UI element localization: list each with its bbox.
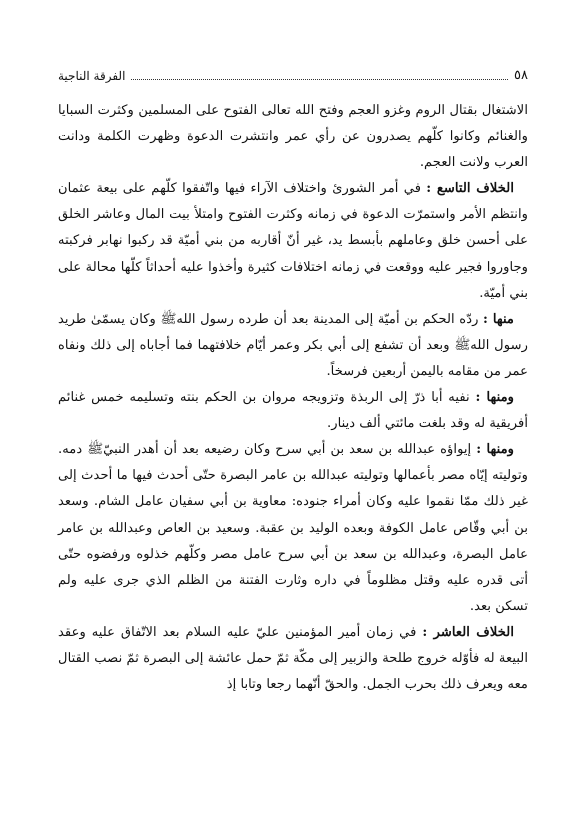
item-heading: منها : — [483, 311, 514, 327]
paragraph-2 — [58, 176, 528, 306]
paragraph-5 — [58, 437, 528, 620]
paragraph-text: في أمر الشورئ واختلاف الآراء فيها واتّفقوا كلّهم على بيعة عثمان وانتظم الأمر واستمرّت الدعوة في زمانه وكثرت الفتوح وامتلأ بيت المال وعاشر الخلق على أحسن خلق وعاملهم بأبسط يد، غير أنّ أقاربه من بني أميّة قد ركبوا نهابر فركبته وجاوروا فجير عليه ووقعت في زمانه اختلافات كثيرة وأخذوا عليه أحداثاً كلّها محالة على بني أميّة. — [58, 181, 528, 301]
paragraph-text: الاشتغال بقتال الروم وغزو العجم وفتح الله تعالى الفتوح على المسلمين وكثرت السبايا والغنائم وكانوا كلّهم يصدرون عن رأي عمر وانتشرت الدعوة وظهرت الكلمة ودانت العرب ولانت العجم. — [58, 103, 528, 171]
page-number: ٥٨ — [514, 68, 528, 83]
paragraph-text: ردّه الحكم بن أميّة إلى المدينة بعد أن طرده رسول اللهﷺ وكان يسمّىٰ طريد رسول اللهﷺ وبعد أن تشفع إلى أبي بكر وعمر أيّام خلافتهما فما أجاباه إلى ذلك ونفاه عمر من مقامه باليمن أربعين فرسخاً. — [58, 311, 528, 379]
paragraph-4 — [58, 385, 528, 437]
item-heading: ومنها : — [476, 442, 514, 458]
paragraph-text: نفيه أبا ذرّ إلى الربذة وتزويجه مروان بن الحكم بنته وتسليمه خمس غنائم أفريقية له وقد بلغت مائتي ألف دينار. — [58, 390, 528, 432]
item-heading: ومنها : — [475, 390, 515, 406]
dotted-leader — [131, 79, 508, 80]
paragraph-3 — [58, 307, 528, 385]
body-text — [58, 98, 528, 698]
paragraph-1 — [58, 98, 528, 176]
section-heading: الخلاف التاسع : — [426, 181, 514, 197]
chapter-title: الفرقة الناجية — [58, 69, 126, 83]
paragraph-6 — [58, 620, 528, 698]
paragraph-text: في زمان أمير المؤمنين عليّ عليه السلام بعد الاتّفاق عليه وعقد البيعة له فأوّله خروج طلحة والزبير إلى مكّة ثمّ حمل عائشة إلى البصرة ثمّ نصب القتال معه ويعرف ذلك بحرب الجمل. والحقّ أنّهما رجعا وتابا إذ — [58, 624, 528, 693]
section-heading: الخلاف العاشر : — [422, 624, 514, 640]
running-head — [58, 62, 528, 84]
book-page — [58, 0, 528, 828]
paragraph-text: إيواؤه عبدالله بن سعد بن أبي سرح وكان رضيعه بعد أن أهدر النبيّﷺ دمه. وتوليته إيّاه مصر بأعمالها وتوليته عبدالله بن عامر البصرة حتّى أحدث فيها ما أحدث إلى غير ذلك ممّا نقموا عليه وكان أمراء جنوده: معاوية بن أبي سفيان عامل الشام. وسعد بن أبي وقّاص عامل الكوفة وبعده الوليد بن عقبة. وسعيد بن العاص وعبدالله بن عامر عامل البصرة، وعبدالله بن سعد بن أبي سرح عامل مصر وكلّهم خذلوه ورفضوه حتّى أتى قدره عليه وقتل مظلوماً في داره وثارت الفتنة من الظلم الذي جرى عليه ولم تسكن بعد. — [58, 442, 528, 614]
